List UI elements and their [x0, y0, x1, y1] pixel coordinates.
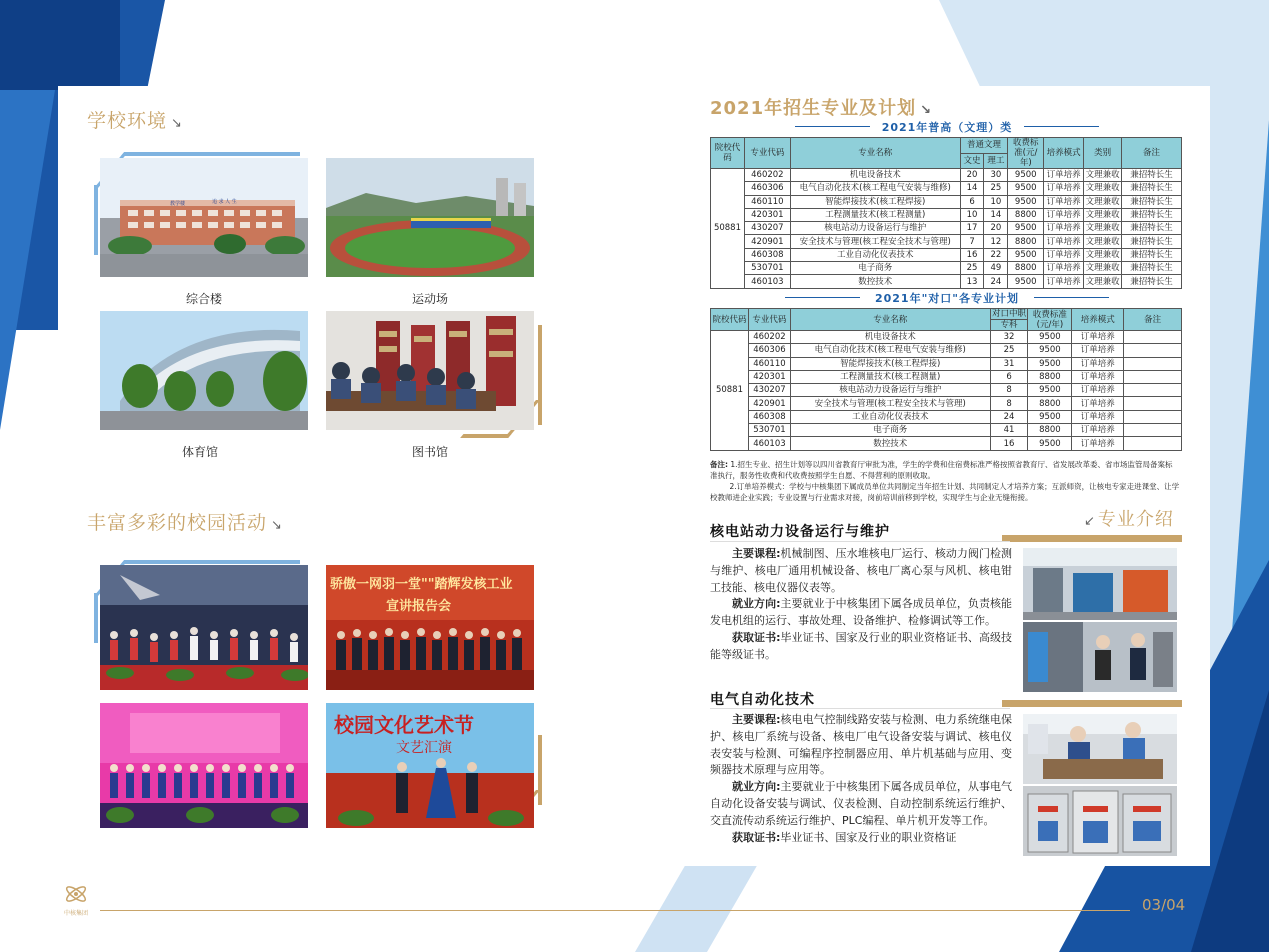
table-cell: 12 [984, 235, 1008, 248]
caption-sports-field: 运动场 [411, 292, 448, 306]
table-cell: 9500 [1008, 195, 1044, 208]
table-cell: 8800 [1008, 235, 1044, 248]
caption-comprehensive-building: 综合楼 [185, 292, 222, 306]
campus-activities-title-text: 丰富多彩的校园活动 [87, 512, 268, 534]
table-cell: 订单培养 [1072, 344, 1124, 357]
arrow-down-right-icon: ↘ [271, 518, 283, 533]
table-cell: 工业自动化仪表技术 [790, 410, 990, 423]
photo-gymnasium [100, 311, 308, 430]
table-cell: 文理兼收 [1085, 236, 1120, 247]
table-row [711, 384, 1182, 397]
photo-nuclear-training [1023, 622, 1177, 692]
table2-subtitle-line-right [1034, 297, 1109, 298]
table-cell: 420901 [748, 397, 790, 410]
photo-electrical-training [1023, 714, 1177, 784]
table-cell [1124, 384, 1182, 397]
campus-activities-title [87, 508, 283, 535]
header-remarks: 备注 [1124, 309, 1182, 331]
table-cell: 7 [960, 235, 984, 248]
table-cell: 25 [990, 344, 1028, 357]
table-row [711, 195, 1182, 208]
table-cell: 工业自动化仪表技术 [790, 248, 960, 261]
major2-title: 电气自动化技术 [710, 692, 815, 708]
logo-text: 中核集团 [63, 910, 88, 917]
table-cell: 订单培养 [1044, 262, 1084, 275]
gold-frame-line-right [538, 325, 542, 425]
table-cell: 460202 [744, 169, 790, 182]
photo-nuclear-equipment-lab [1023, 548, 1177, 620]
art-festival-banner: 校园文化艺术节 [334, 713, 474, 737]
table-cell: 24 [984, 275, 1008, 288]
table2-subtitle: 2021年"对口"各专业计划 [874, 292, 1020, 305]
major1-career-text: 主要就业于中核集团下属各成员单位，负责核能发电机组的运行、事故处理、设备维护、检修调试等工作。 [710, 597, 1012, 628]
photo-comprehensive-building [100, 158, 308, 277]
major2-gold-bar [1002, 700, 1182, 707]
table-cell: 核电站动力设备运行与维护 [790, 222, 960, 235]
major2-description [710, 712, 1012, 846]
table-cell: 49 [984, 262, 1008, 275]
major1-title: 核电站动力设备运行与维护 [710, 524, 890, 540]
electrical-cabinet-illustration [1023, 786, 1177, 856]
table-cell: 订单培养 [1072, 331, 1124, 344]
school-environment-title [87, 106, 183, 133]
table1-subtitle: 2021年普高（文理）类 [881, 121, 1013, 134]
table-cell: 兼招特长生 [1122, 262, 1182, 275]
table-cell: 460110 [744, 195, 790, 208]
table-cell: 工程测量技术(核工程测量) [790, 370, 990, 383]
table-row [711, 235, 1182, 248]
gymnasium-illustration [100, 311, 308, 430]
note-2-text: 2.订单培养模式：学校与中核集团下属成员单位共同制定当年招生计划、共同制定人才培养方案；互派师资，让核电专家走进课堂、让学校教师进企业实践；专业设置与行业需求对接，岗前培训前移到学校，实现学生与企业无缝衔接。 [710, 482, 1180, 502]
table-cell: 16 [960, 248, 984, 261]
table-cell: 14 [984, 208, 1008, 221]
table-row [711, 331, 1182, 344]
header-general-arts-science: 普通文理 [960, 138, 1008, 154]
header-category: 类别 [1084, 138, 1122, 169]
table-cell: 460306 [748, 344, 790, 357]
footer-divider [100, 910, 1130, 911]
photo-activity-report-meeting [326, 565, 534, 690]
major2-career [710, 779, 1012, 829]
note-1-text: 1.招生专业、招生计划等以四川省教育厅审批为准，学生的学费和住宿费标准严格按照省教育厅、省发展改革委、省市场监管局备案标准执行，服务性收费和代收费按照学生自愿、不得营利的原则收取。 [710, 460, 1173, 480]
table-cell: 430207 [744, 222, 790, 235]
major1-underline [710, 541, 1010, 542]
table-cell: 32 [990, 331, 1028, 344]
major1-cert-label: 获取证书: [732, 630, 781, 644]
activity-gold-line-right [538, 735, 542, 805]
table1-subtitle-line-right [1024, 126, 1099, 127]
header-major-name: 专业名称 [790, 309, 990, 331]
table-cell: 订单培养 [1044, 222, 1084, 235]
table2-subtitle-line-left [785, 297, 860, 298]
table-row [711, 397, 1182, 410]
table-cell: 安全技术与管理(核工程安全技术与管理) [790, 235, 960, 248]
major2-career-text: 主要就业于中核集团下属各成员单位，从事电气自动化设备安装与调试、仪表检测、自动控制系统运行维护、交直流传动系统运行维护、PLC编程、单片机开发等工作。 [710, 780, 1012, 827]
header-fee: 收费标准(元/年) [1008, 138, 1044, 169]
enrollment-notes [710, 459, 1180, 503]
performance-illustration [100, 703, 308, 828]
table-cell: 兼招特长生 [1122, 208, 1182, 221]
table-cell: 订单培养 [1044, 275, 1084, 288]
table-cell [1124, 331, 1182, 344]
table-cell: 17 [960, 222, 984, 235]
table-cell: 9500 [1028, 410, 1072, 423]
photo-library [326, 311, 534, 430]
arrow-down-left-icon: ↙ [1084, 514, 1096, 529]
table-cell: 订单培养 [1044, 235, 1084, 248]
table-cell: 电子商务 [790, 424, 990, 437]
table-cell: 兼招特长生 [1122, 222, 1182, 235]
header-major-name: 专业名称 [790, 138, 960, 169]
table-cell: 订单培养 [1044, 169, 1084, 182]
table-cell: 8800 [1028, 424, 1072, 437]
company-logo [62, 884, 90, 917]
equipment-lab-illustration [1023, 548, 1177, 620]
major2-course-text: 核电电气控制线路安装与检测、电力系统继电保护、核电厂系统与设备、核电厂电气设备安装与调试、核电仪表安装与检测、可编程序控制器应用、单片机基础与应用、变频器技术原理与应用等。 [710, 713, 1012, 777]
major2-career-label: 就业方向: [732, 780, 781, 794]
table-cell: 460103 [744, 275, 790, 288]
table-cell: 31 [990, 357, 1028, 370]
table-cell: 订单培养 [1044, 195, 1084, 208]
table-cell: 9500 [1008, 182, 1044, 195]
school-code-cell: 50881 [711, 169, 745, 289]
table-cell: 工程测量技术(核工程测量) [790, 208, 960, 221]
table-cell: 30 [984, 169, 1008, 182]
photo-activity-performance [100, 703, 308, 828]
table-cell [1124, 410, 1182, 423]
table-cell: 订单培养 [1072, 397, 1124, 410]
table-cell: 机电设备技术 [790, 169, 960, 182]
enrollment-plan-title-text: 2021年招生专业及计划 [710, 98, 917, 119]
photo-activity-art-festival [326, 703, 534, 828]
major2-cert-text: 毕业证书、国家及行业的职业资格证 [780, 830, 957, 844]
major2-course-label: 主要课程: [732, 713, 781, 726]
school-environment-title-text: 学校环境 [87, 110, 168, 132]
table-cell [1124, 344, 1182, 357]
table-cell: 兼招特长生 [1122, 275, 1182, 288]
table-cell: 订单培养 [1072, 370, 1124, 383]
table-cell [1124, 397, 1182, 410]
notes-label: 备注: [710, 460, 728, 469]
photo-electrical-cabinet [1023, 786, 1177, 856]
table-cell: 9500 [1028, 344, 1072, 357]
table-row [711, 344, 1182, 357]
table-cell: 25 [960, 262, 984, 275]
table-cell: 14 [960, 182, 984, 195]
arrow-down-right-icon: ↘ [171, 116, 183, 131]
page-number: 03/04 [1142, 896, 1186, 914]
table-cell: 电子商务 [790, 262, 960, 275]
table-cell: 530701 [744, 262, 790, 275]
header-major-code: 专业代码 [744, 138, 790, 169]
table-cell: 文理兼收 [1085, 276, 1120, 287]
major1-cert [710, 630, 1012, 664]
table-cell: 420301 [744, 208, 790, 221]
note-2 [710, 481, 1180, 503]
table-cell: 数控技术 [790, 437, 990, 450]
table-cell: 订单培养 [1044, 248, 1084, 261]
table-cell: 电气自动化技术(核工程电气安装与维修) [790, 344, 990, 357]
major2-cert-label: 获取证书: [732, 830, 781, 844]
table-row [711, 275, 1182, 288]
table-cell: 20 [984, 222, 1008, 235]
header-junior-college: 专科 [990, 320, 1028, 331]
table-cell: 文理兼收 [1085, 210, 1120, 221]
activity-banner-subtext: 宣讲报告会 [386, 599, 452, 614]
table-cell: 460306 [744, 182, 790, 195]
table-cell [1124, 437, 1182, 450]
electrical-training-illustration [1023, 714, 1177, 784]
table-cell: 13 [960, 275, 984, 288]
photo-frame-line-left [94, 185, 98, 255]
major1-cert-text: 毕业证书、国家及行业的职业资格证书、高级技能等级证书。 [710, 630, 1012, 661]
table-cell: 420301 [748, 370, 790, 383]
header-school-code: 院校代码 [711, 138, 745, 169]
building-sign-text: 教学楼 [170, 201, 186, 207]
table-cell: 订单培养 [1044, 182, 1084, 195]
table-cell: 6 [960, 195, 984, 208]
table-cell: 9500 [1028, 437, 1072, 450]
major1-gold-bar [1002, 535, 1182, 542]
table-cell: 文理兼收 [1085, 196, 1120, 207]
header-school-code: 院校代码 [711, 309, 749, 331]
table-cell: 兼招特长生 [1122, 169, 1182, 182]
atom-logo-icon [63, 884, 89, 904]
table-cell: 兼招特长生 [1122, 248, 1182, 261]
table-row [711, 370, 1182, 383]
table-cell: 460308 [748, 410, 790, 423]
vocational-admission-table [710, 308, 1182, 451]
stage-dance-illustration [100, 565, 308, 690]
table-cell: 订单培养 [1044, 208, 1084, 221]
table-cell [1124, 370, 1182, 383]
table-row [711, 182, 1182, 195]
table-cell: 9500 [1008, 248, 1044, 261]
table-cell: 530701 [748, 424, 790, 437]
major1-career [710, 596, 1012, 630]
sports-field-illustration [326, 158, 534, 277]
major1-career-label: 就业方向: [732, 597, 781, 611]
enrollment-plan-title [710, 94, 932, 120]
table-cell: 16 [990, 437, 1028, 450]
table-cell: 22 [984, 248, 1008, 261]
table-cell: 文理兼收 [1085, 249, 1120, 260]
training-illustration [1023, 622, 1177, 692]
photo-sports-field [326, 158, 534, 277]
table-cell: 8 [990, 384, 1028, 397]
table-row [711, 248, 1182, 261]
major1-description [710, 546, 1012, 664]
table-cell: 460103 [748, 437, 790, 450]
table-cell: 安全技术与管理(核工程安全技术与管理) [790, 397, 990, 410]
table-row [711, 357, 1182, 370]
table-cell: 智能焊接技术(核工程焊接) [790, 195, 960, 208]
header-remarks: 备注 [1122, 138, 1182, 169]
major1-course-text: 机械制图、压水堆核电厂运行、核动力阀门检测与维护、核电厂通用机械设备、核电厂离心泵与风机、核电钳工技能、核电仪器仪表等。 [710, 547, 1012, 594]
header-science: 理工 [984, 153, 1008, 169]
table-cell: 460110 [748, 357, 790, 370]
table-cell: 文理兼收 [1085, 223, 1120, 234]
table-cell: 460202 [748, 331, 790, 344]
table-cell: 电气自动化技术(核工程电气安装与维修) [790, 182, 960, 195]
table-cell: 订单培养 [1072, 424, 1124, 437]
header-training-mode: 培养模式 [1072, 309, 1124, 331]
caption-library: 图书馆 [411, 445, 448, 459]
table-cell: 20 [960, 169, 984, 182]
table-cell: 41 [990, 424, 1028, 437]
table-cell: 文理兼收 [1085, 183, 1120, 194]
table-cell: 订单培养 [1072, 437, 1124, 450]
building-slogan-text: 追 求 人 生 [212, 199, 237, 205]
table-cell: 文理兼收 [1085, 263, 1120, 274]
table-cell: 25 [984, 182, 1008, 195]
table-cell: 订单培养 [1072, 410, 1124, 423]
major1-course-label: 主要课程: [732, 547, 781, 560]
arrow-down-right-icon: ↘ [920, 103, 933, 118]
major-introduction-title-text: 专业介绍 [1097, 509, 1174, 530]
table-cell: 420901 [744, 235, 790, 248]
table-cell: 10 [960, 208, 984, 221]
library-illustration [326, 311, 534, 430]
table-cell: 8800 [1028, 370, 1072, 383]
table-cell: 机电设备技术 [790, 331, 990, 344]
table-cell: 文理兼收 [1085, 170, 1120, 181]
art-festival-subbanner: 文艺汇演 [396, 740, 452, 756]
caption-gymnasium: 体育馆 [181, 445, 218, 459]
table-cell: 9500 [1008, 169, 1044, 182]
table-cell: 460308 [744, 248, 790, 261]
general-admission-table [710, 137, 1182, 289]
table-cell: 订单培养 [1072, 384, 1124, 397]
header-vocational: 对口中职 [992, 309, 1027, 319]
school-code-cell: 50881 [711, 331, 749, 451]
table-cell: 兼招特长生 [1122, 182, 1182, 195]
table-cell: 24 [990, 410, 1028, 423]
table-cell: 6 [990, 370, 1028, 383]
building-illustration [100, 158, 308, 277]
header-fee: 收费标准(元/年) [1028, 309, 1072, 331]
table-cell: 8800 [1028, 397, 1072, 410]
table-cell: 430207 [748, 384, 790, 397]
table-cell: 订单培养 [1072, 357, 1124, 370]
header-training-mode: 培养模式 [1044, 138, 1084, 169]
major1-course [710, 546, 1012, 596]
header-liberal-arts: 文史 [960, 153, 984, 169]
activity-frame-line-left [94, 593, 98, 643]
major2-underline [710, 708, 1010, 709]
table-cell: 9500 [1028, 384, 1072, 397]
table-row [711, 262, 1182, 275]
activity-banner-text: 骄傲一网羽一堂""踏辉发核工业 [330, 577, 513, 592]
table-cell: 8 [990, 397, 1028, 410]
photo-activity-stage-dance [100, 565, 308, 690]
major2-course [710, 712, 1012, 779]
table-row [711, 169, 1182, 182]
note-1 [710, 459, 1180, 481]
table-cell: 9500 [1028, 357, 1072, 370]
bg-blue-shape-corner [0, 0, 120, 90]
major-introduction-title [1084, 505, 1174, 531]
table1-subtitle-line-left [795, 126, 870, 127]
table-cell [1124, 357, 1182, 370]
table-row [711, 437, 1182, 450]
table-row [711, 208, 1182, 221]
table-cell: 8800 [1008, 262, 1044, 275]
table-row [711, 222, 1182, 235]
table-row [711, 424, 1182, 437]
table-cell: 9500 [1008, 275, 1044, 288]
table-cell: 9500 [1008, 222, 1044, 235]
table-cell: 智能焊接技术(核工程焊接) [790, 357, 990, 370]
table-cell: 兼招特长生 [1122, 235, 1182, 248]
table-cell [1124, 424, 1182, 437]
table-cell: 8800 [1008, 208, 1044, 221]
table-cell: 9500 [1028, 331, 1072, 344]
table-cell: 兼招特长生 [1122, 195, 1182, 208]
table-cell: 核电站动力设备运行与维护 [790, 384, 990, 397]
table-cell: 10 [984, 195, 1008, 208]
major2-cert [710, 830, 1012, 847]
header-major-code: 专业代码 [748, 309, 790, 331]
table-cell: 数控技术 [790, 275, 960, 288]
table-row [711, 410, 1182, 423]
